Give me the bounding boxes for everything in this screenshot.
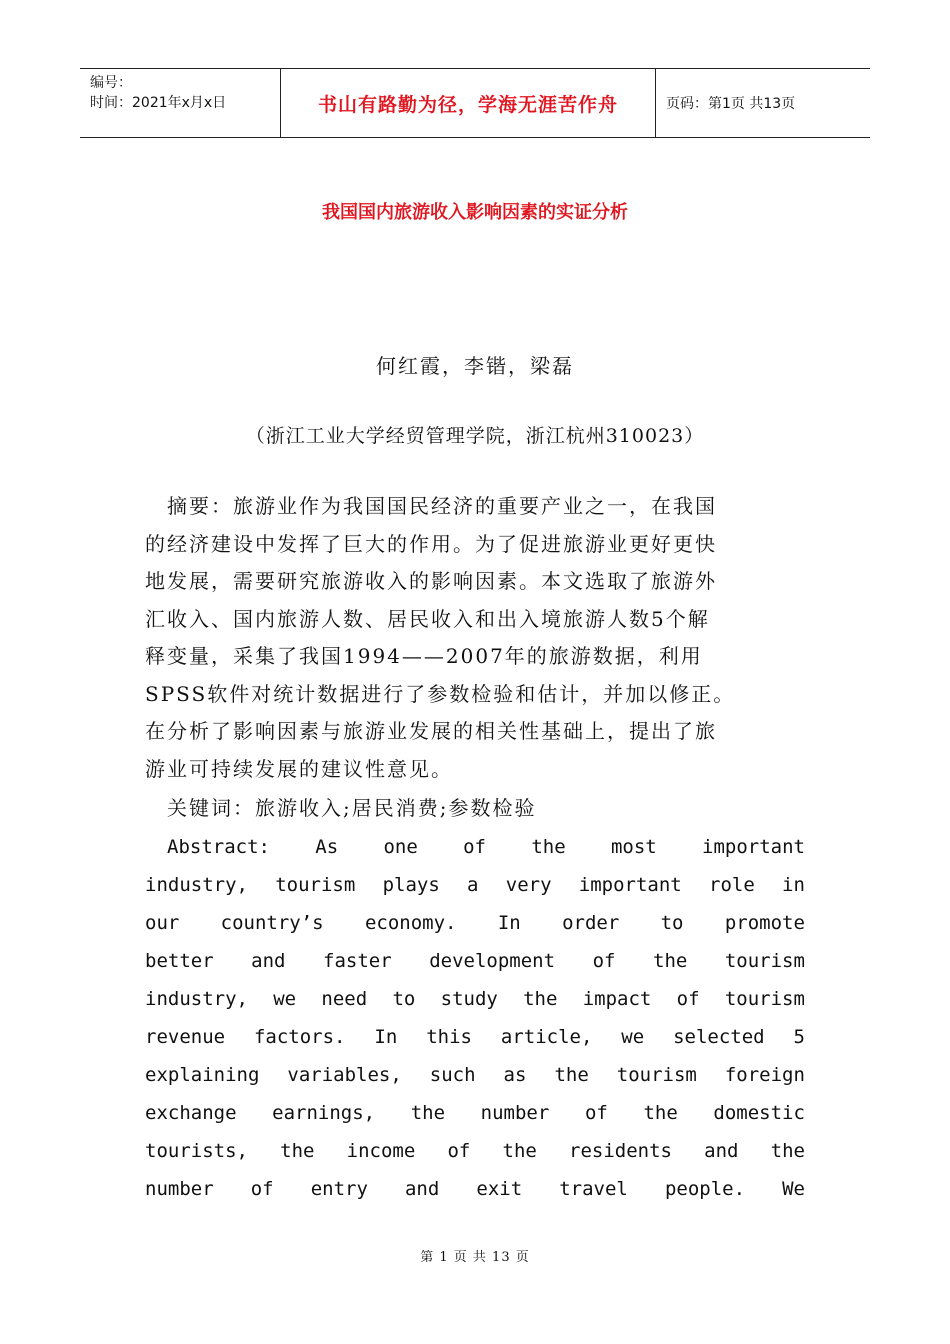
english-word: entry xyxy=(310,1178,368,1200)
english-word: to xyxy=(392,988,416,1010)
english-abstract-line xyxy=(145,904,805,942)
english-abstract-line xyxy=(145,942,805,980)
english-word: the xyxy=(643,1102,678,1124)
english-word: earnings, xyxy=(272,1102,376,1124)
english-word: the xyxy=(502,1140,537,1162)
english-word: exchange xyxy=(145,1102,237,1124)
abstract-line: 的经济建设中发挥了巨大的作用。为了促进旅游业更好更快 xyxy=(145,531,717,556)
english-word: faster xyxy=(323,950,392,972)
english-word: As xyxy=(315,836,339,858)
english-word: article, xyxy=(500,1026,593,1048)
english-abstract-line xyxy=(145,1170,805,1208)
english-word: our xyxy=(145,912,180,934)
english-word: need xyxy=(321,988,368,1010)
english-word: tourism xyxy=(275,874,356,896)
english-word: exit xyxy=(476,1178,523,1200)
english-abstract-line xyxy=(145,980,805,1018)
english-word: country’s xyxy=(220,912,324,934)
english-abstract-line xyxy=(145,1056,805,1094)
keywords xyxy=(145,790,805,828)
header-motto: 书山有路勤为径，学海无涯苦作舟 xyxy=(280,69,656,137)
document-title: 我国国内旅游收入影响因素的实证分析 xyxy=(322,202,628,223)
english-word: number xyxy=(480,1102,550,1124)
english-word: such xyxy=(429,1064,476,1086)
english-word: tourism xyxy=(724,950,805,972)
page-header xyxy=(80,68,870,138)
english-word: better xyxy=(145,950,214,972)
english-word: of xyxy=(463,836,486,858)
english-word: and xyxy=(251,950,286,972)
english-word: industry, xyxy=(145,874,248,896)
abstract-line: 游业可持续发展的建议性意见。 xyxy=(145,756,453,781)
english-word: most xyxy=(610,836,657,858)
english-word: number xyxy=(145,1178,214,1200)
english-word: in xyxy=(782,874,805,896)
english-abstract-line xyxy=(145,1132,805,1170)
english-word: the xyxy=(554,1064,589,1086)
english-word: of xyxy=(592,950,616,972)
english-word: and xyxy=(404,1178,440,1200)
english-word: tourism xyxy=(724,988,805,1010)
english-word: variables, xyxy=(287,1064,402,1086)
english-word: the xyxy=(770,1140,805,1162)
english-word: we xyxy=(273,988,297,1010)
english-abstract-line xyxy=(145,828,805,866)
english-word: foreign xyxy=(724,1064,805,1086)
english-word: the xyxy=(653,950,688,972)
english-word: industry, xyxy=(145,988,248,1010)
english-word: income xyxy=(346,1140,416,1162)
english-word: a xyxy=(467,874,479,896)
english-word: travel xyxy=(559,1178,628,1200)
english-word: tourists, xyxy=(145,1140,248,1162)
header-meta xyxy=(80,69,280,137)
english-word: order xyxy=(562,912,620,934)
document-time-label: 时间：2021年x月x日 xyxy=(90,95,227,111)
authors: 何红霞，李锴，梁磊 xyxy=(376,354,574,378)
english-word: factors. xyxy=(253,1026,346,1048)
english-word: Abstract: xyxy=(167,836,270,858)
english-word: explaining xyxy=(145,1064,260,1086)
header-page-info: 页码：第1页 共13页 xyxy=(666,96,796,112)
abstract-line: 释变量，采集了我国1994——2007年的旅游数据，利用 xyxy=(145,644,703,668)
english-word: impact xyxy=(582,988,652,1010)
english-word: the xyxy=(280,1140,315,1162)
english-word: residents xyxy=(569,1140,672,1162)
english-word: very xyxy=(505,874,552,896)
english-word: study xyxy=(440,988,498,1010)
english-word: promote xyxy=(724,912,805,934)
document-number-label: 编号： xyxy=(90,75,132,91)
abstract-line: 在分析了影响因素与旅游业发展的相关性基础上，提出了旅 xyxy=(145,719,717,743)
english-word: and xyxy=(704,1140,739,1162)
english-word: of xyxy=(250,1178,274,1200)
english-word: economy. xyxy=(364,912,457,934)
english-word: role xyxy=(709,874,755,896)
english-word: revenue xyxy=(145,1026,226,1048)
english-word: the xyxy=(410,1102,446,1124)
english-word: of xyxy=(447,1140,471,1162)
abstract-line: 摘要：旅游业作为我国国民经济的重要产业之一，在我国 xyxy=(167,494,717,518)
abstract-line: SPSS软件对统计数据进行了参数检验和估计，并加以修正。 xyxy=(145,681,736,706)
english-abstract xyxy=(145,828,805,1208)
english-word: of xyxy=(584,1102,608,1124)
english-word: tourism xyxy=(616,1064,697,1086)
english-word: of xyxy=(676,988,700,1010)
english-word: the xyxy=(523,988,558,1010)
english-word: the xyxy=(531,836,566,858)
page-footer: 第 1 页 共 13 页 xyxy=(420,1250,530,1265)
english-abstract-line xyxy=(145,866,805,904)
english-word: 5 xyxy=(793,1026,805,1048)
chinese-abstract xyxy=(145,488,805,788)
english-word: this xyxy=(426,1026,472,1048)
english-word: development xyxy=(429,950,556,972)
keywords-text: 关键词：旅游收入;居民消费;参数检验 xyxy=(167,796,537,820)
english-word: important xyxy=(578,874,682,896)
english-word: domestic xyxy=(713,1102,805,1124)
english-word: one xyxy=(383,836,418,858)
english-word: plays xyxy=(382,874,440,896)
english-abstract-line xyxy=(145,1018,805,1056)
english-word: important xyxy=(702,836,805,858)
english-word: we xyxy=(621,1026,645,1048)
english-abstract-line xyxy=(145,1094,805,1132)
abstract-line: 地发展，需要研究旅游收入的影响因素。本文选取了旅游外 xyxy=(145,569,717,593)
english-word: to xyxy=(660,912,684,934)
english-word: as xyxy=(503,1064,527,1086)
english-word: selected xyxy=(673,1026,765,1048)
english-word: In xyxy=(374,1026,398,1048)
abstract-line: 汇收入、国内旅游人数、居民收入和出入境旅游人数5个解 xyxy=(145,606,710,631)
english-word: We xyxy=(782,1178,805,1200)
english-word: In xyxy=(497,912,521,934)
english-word: people. xyxy=(664,1178,746,1200)
affiliation: （浙江工业大学经贸管理学院，浙江杭州310023） xyxy=(245,425,705,447)
